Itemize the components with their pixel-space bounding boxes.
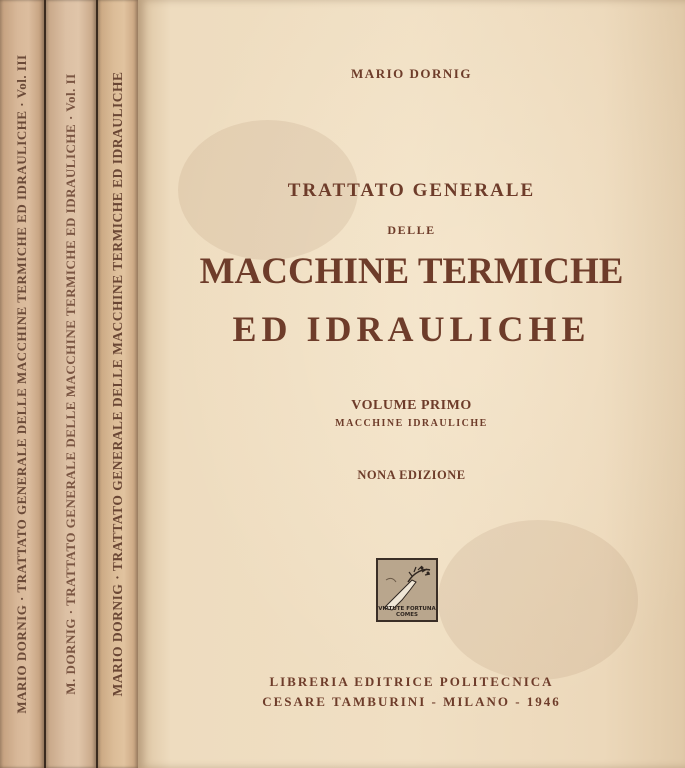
front-cover	[138, 0, 685, 768]
title-line-4: ED IDRAULICHE	[232, 309, 591, 349]
spine-volume-3-text: MARIO DORNIG · TRATTATO GENERALE DELLE MACCHINE TERMICHE ED IDRAULICHE · Vol. III	[14, 54, 29, 714]
emblem-caption: VIRTUTE FORTUNA COMES	[378, 606, 436, 618]
volume-subtitle: MACCHINE IDRAULICHE	[335, 418, 488, 429]
spine-volume-2-text: M. DORNIG · TRATTATO GENERALE DELLE MACCHINE TERMICHE ED IDRAULICHE · Vol. II	[63, 73, 78, 695]
author-name: MARIO DORNIG	[351, 66, 472, 81]
edition-label: NONA EDIZIONE	[357, 468, 466, 482]
spine-volume-3	[0, 0, 44, 768]
title-line-2: DELLE	[387, 223, 436, 237]
publisher-line-1: LIBRERIA EDITRICE POLITECNICA	[269, 674, 554, 689]
spine-volume-1	[98, 0, 138, 768]
spine-volume-1-text: MARIO DORNIG · TRATTATO GENERALE DELLE MACCHINE TERMICHE ED IDRAULICHE	[110, 71, 125, 697]
title-line-3: MACCHINE TERMICHE	[199, 251, 624, 292]
publisher-line-2: CESARE TAMBURINI - MILANO - 1946	[262, 694, 561, 709]
publisher-emblem	[376, 558, 438, 622]
spine-volume-2	[46, 0, 96, 768]
paper-stain	[438, 520, 638, 680]
volume-label: VOLUME PRIMO	[351, 398, 472, 413]
title-line-1: TRATTATO GENERALE	[287, 180, 536, 201]
